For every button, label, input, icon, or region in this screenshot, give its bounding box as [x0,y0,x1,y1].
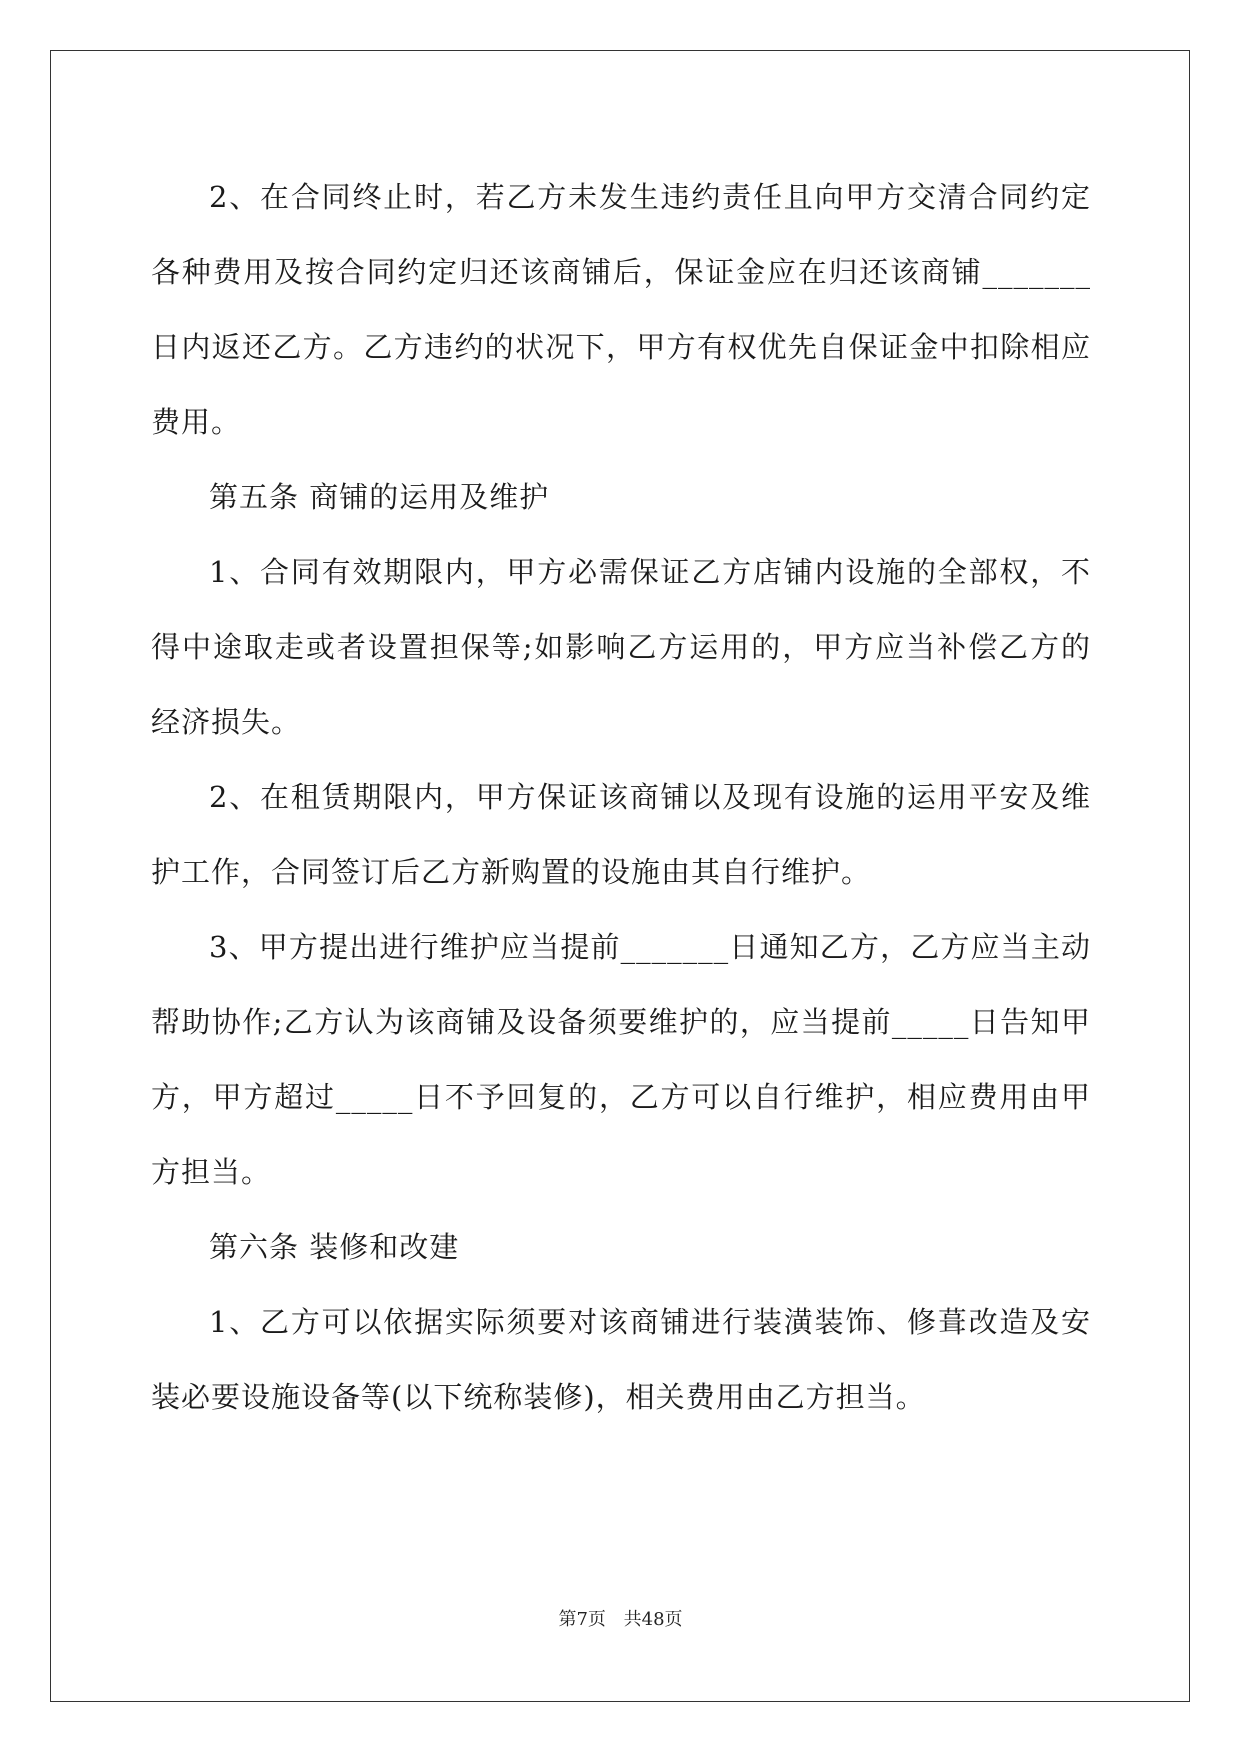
paragraph-renovation: 1、乙方可以依据实际须要对该商铺进行装潢装饰、修葺改造及安装必要设施设备等(以下统称装修)，相关费用由乙方担当。 [151,1305,1091,1414]
document-body [151,160,1091,1435]
paragraph-facilities-ownership: 1、合同有效期限内，甲方必需保证乙方店铺内设施的全部权，不得中途取走或者设置担保等;如影响乙方运用的，甲方应当补偿乙方的经济损失。 [151,555,1091,739]
page-number: 第7页 [558,1609,606,1630]
paragraph-deposit-return: 2、在合同终止时，若乙方未发生违约责任且向甲方交清合同约定各种费用及按合同约定归还该商铺后，保证金应在归还该商铺_______日内返还乙方。乙方违约的状况下，甲方有权优先自保证金中扣除相应费用。 [151,180,1091,439]
paragraph-maintenance-notice: 3、甲方提出进行维护应当提前_______日通知乙方，乙方应当主动帮助协作;乙方认为该商铺及设备须要维护的，应当提前_____日告知甲方，甲方超过_____日不予回复的，乙方可以自行维护，相应费用由甲方担当。 [151,930,1091,1189]
heading-article-5: 第五条 商铺的运用及维护 [209,480,550,514]
page-footer [0,1605,1241,1631]
paragraph-maintenance-safety: 2、在租赁期限内，甲方保证该商铺以及现有设施的运用平安及维护工作，合同签订后乙方新购置的设施由其自行维护。 [151,780,1091,889]
heading-article-6: 第六条 装修和改建 [209,1230,460,1264]
page-total: 共48页 [623,1609,683,1630]
